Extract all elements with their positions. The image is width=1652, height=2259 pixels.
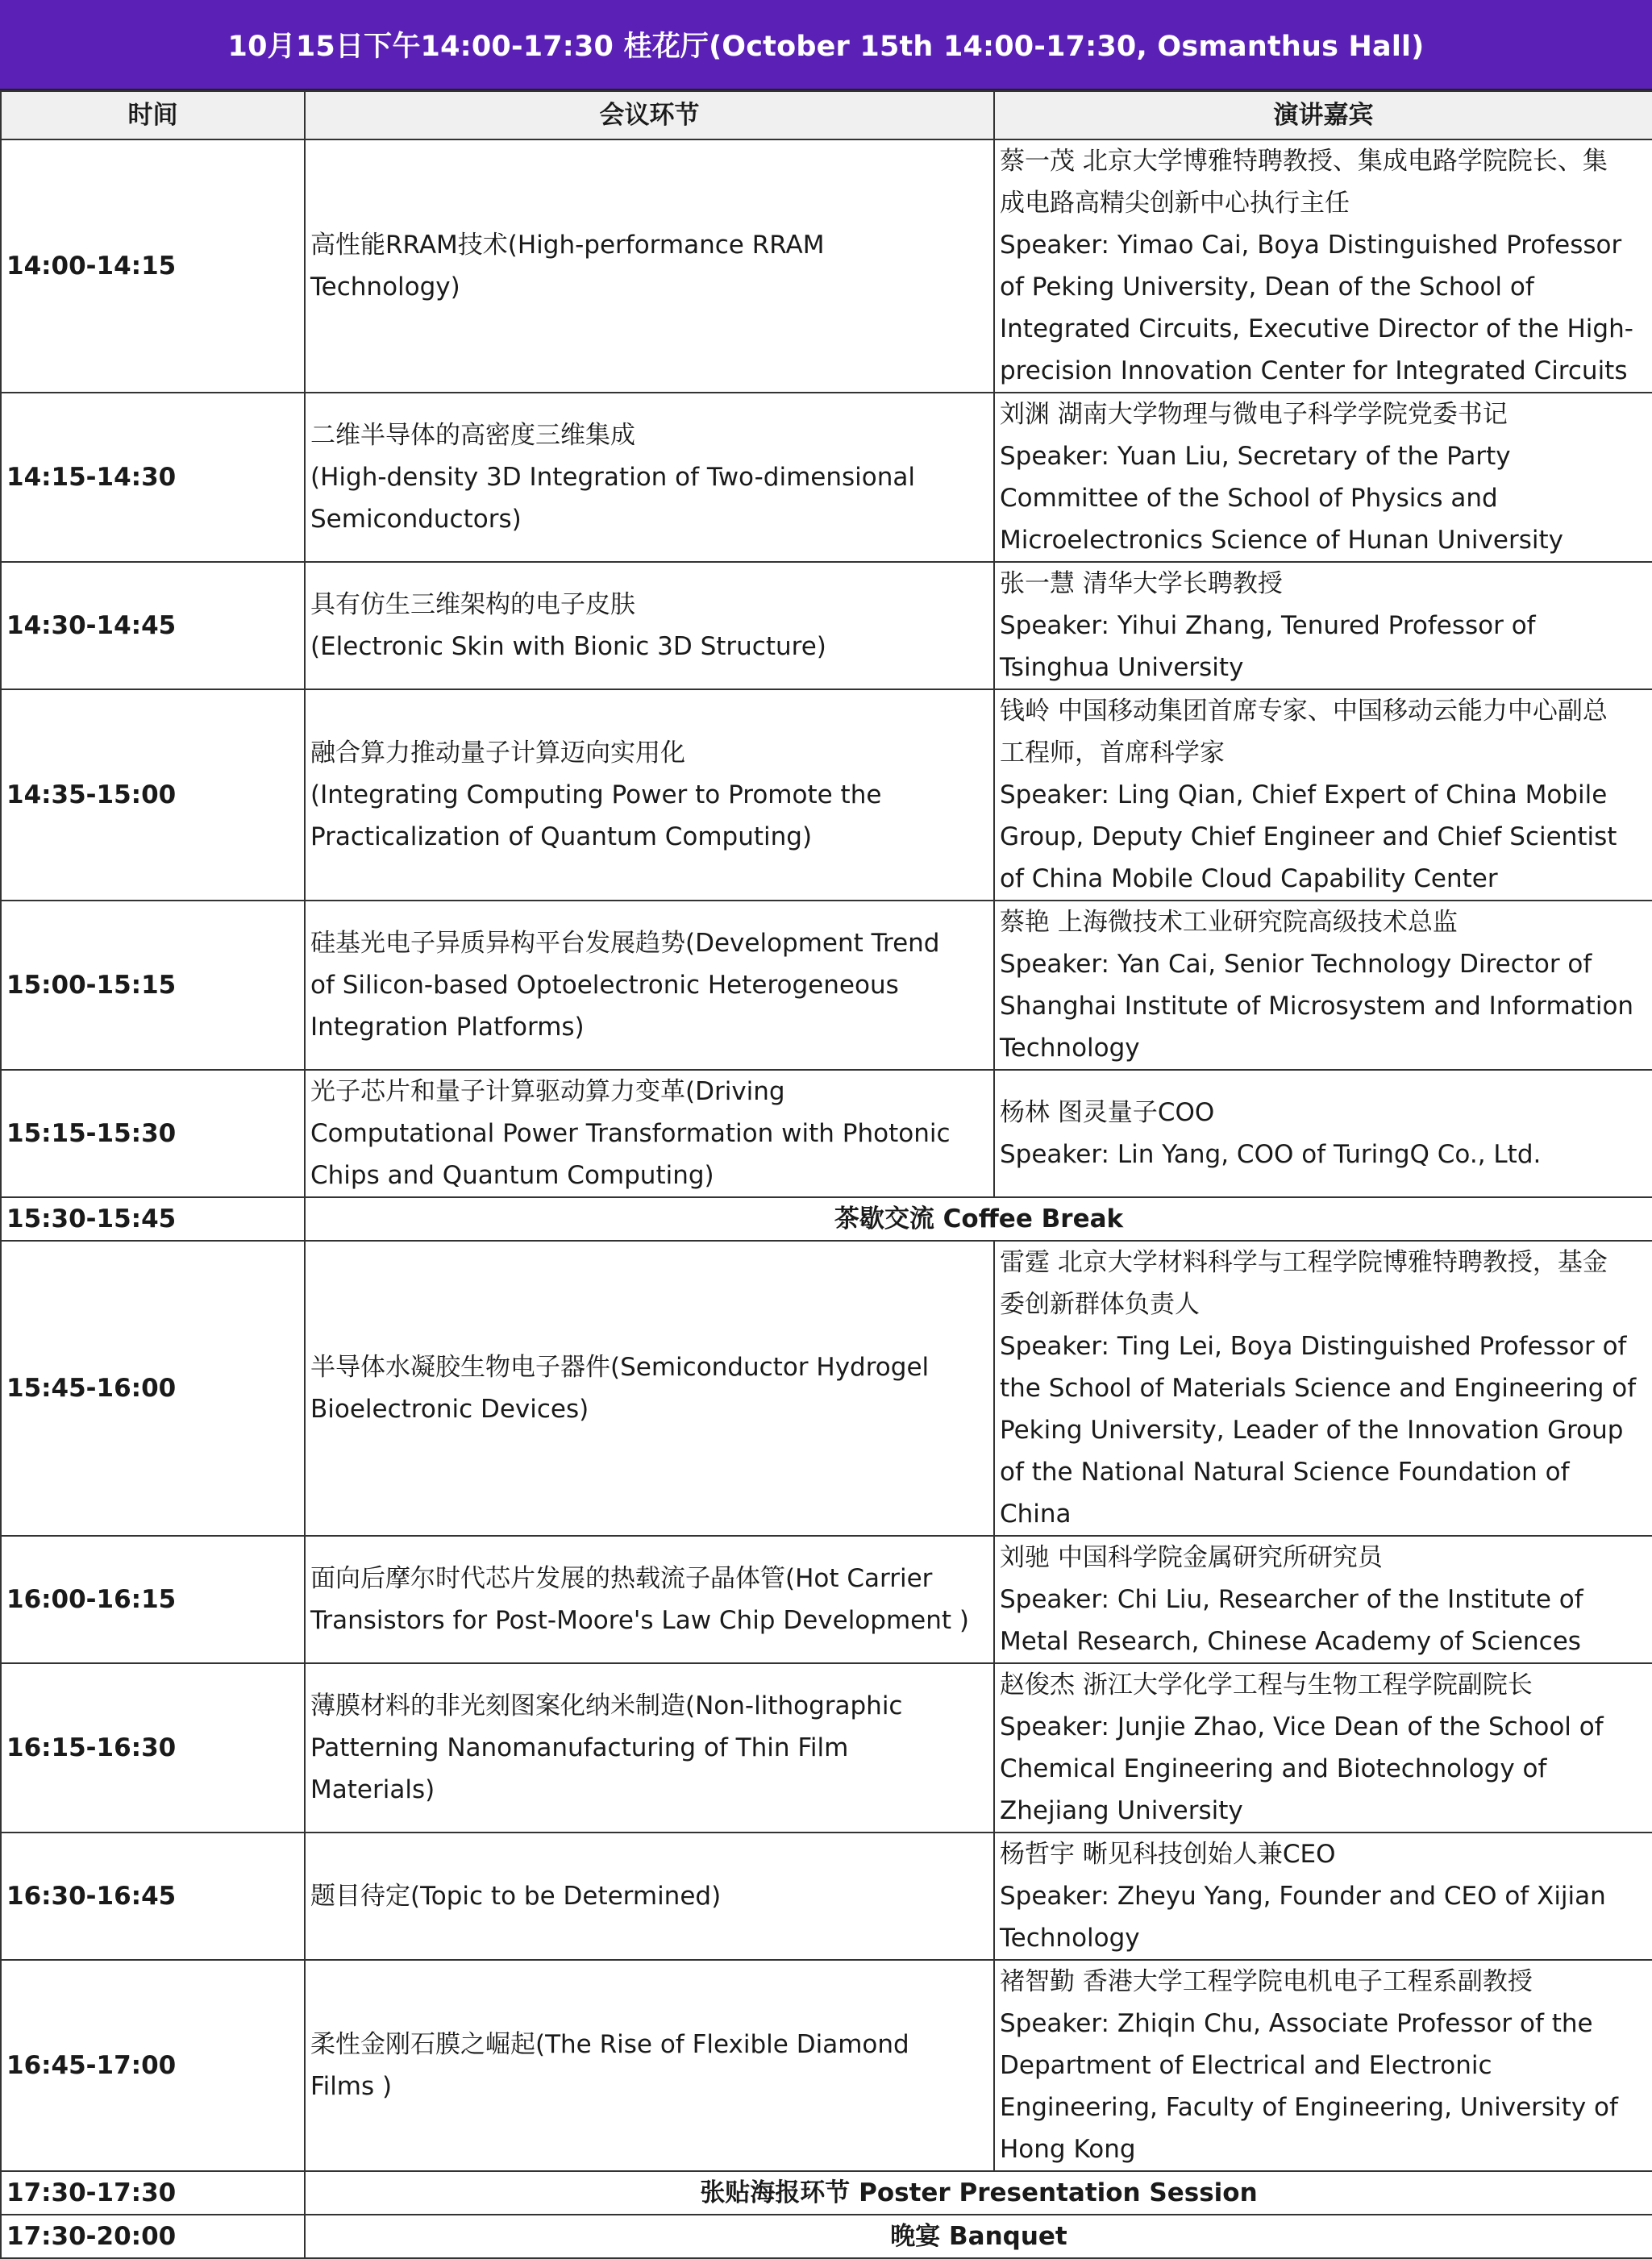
- agenda-row: [1, 393, 1652, 562]
- agenda-body: [1, 139, 1652, 2258]
- speaker-line: 褚智勤 香港大学工程学院电机电子工程系副教授: [1000, 1967, 1533, 1996]
- topic-line: (High-density 3D Integration of Two-dimensional: [310, 463, 915, 492]
- agenda-row: [1, 1960, 1652, 2171]
- speaker-line: Speaker: Junjie Zhao, Vice Dean of the School of: [1000, 1712, 1604, 1741]
- speaker-line: 蔡艳 上海微技术工业研究院高级技术总监: [1000, 908, 1458, 937]
- topic-line: 面向后摩尔时代芯片发展的热载流子晶体管(Hot Carrier: [310, 1564, 933, 1593]
- time-cell: 14:35-15:00: [1, 689, 305, 901]
- speaker-line: Integrated Circuits, Executive Director of the High-: [1000, 314, 1633, 343]
- topic-cell: [305, 1833, 994, 1960]
- agenda-row: [1, 562, 1652, 689]
- agenda-row: [1, 1833, 1652, 1960]
- speaker-line: Speaker: Lin Yang, COO of TuringQ Co., Ltd.: [1000, 1140, 1542, 1169]
- speaker-line: 钱岭 中国移动集团首席专家、中国移动云能力中心副总: [1000, 697, 1608, 726]
- time-cell: 15:45-16:00: [1, 1241, 305, 1536]
- speaker-cell: [994, 393, 1652, 562]
- break-row: [1, 2215, 1652, 2258]
- topic-cell: [305, 1241, 994, 1536]
- speaker-cell: [994, 1070, 1652, 1197]
- time-cell: 14:30-14:45: [1, 562, 305, 689]
- topic-line: 二维半导体的高密度三维集成: [310, 421, 635, 450]
- topic-line: (Integrating Computing Power to Promote the: [310, 780, 882, 809]
- time-cell: 16:00-16:15: [1, 1536, 305, 1663]
- time-cell: 14:00-14:15: [1, 139, 305, 393]
- topic-cell: [305, 689, 994, 901]
- speaker-cell: [994, 1536, 1652, 1663]
- header-row: [1, 91, 1652, 139]
- speaker-cell: [994, 689, 1652, 901]
- speaker-cell: [994, 1960, 1652, 2171]
- agenda-row: [1, 901, 1652, 1070]
- topic-line: 题目待定(Topic to be Determined): [310, 1882, 722, 1911]
- speaker-line: 刘渊 湖南大学物理与微电子科学学院党委书记: [1000, 400, 1508, 429]
- topic-cell: [305, 1070, 994, 1197]
- break-cell: 晚宴 Banquet: [305, 2215, 1652, 2258]
- topic-line: of Silicon-based Optoelectronic Heterogeneous: [310, 971, 899, 1000]
- topic-line: 硅基光电子异质异构平台发展趋势(Development Trend: [310, 929, 940, 958]
- speaker-line: 张一慧 清华大学长聘教授: [1000, 569, 1283, 598]
- speaker-line: Microelectronics Science of Hunan University: [1000, 526, 1563, 555]
- topic-line: 融合算力推动量子计算迈向实用化: [310, 738, 685, 768]
- topic-line: Materials): [310, 1775, 435, 1804]
- topic-line: (Electronic Skin with Bionic 3D Structure): [310, 632, 826, 661]
- speaker-line: 杨哲宇 晰见科技创始人兼CEO: [1000, 1840, 1336, 1869]
- speaker-cell: [994, 1241, 1652, 1536]
- topic-cell: [305, 139, 994, 393]
- speaker-line: the School of Materials Science and Engineering of: [1000, 1374, 1637, 1403]
- speaker-line: of China Mobile Cloud Capability Center: [1000, 864, 1498, 893]
- speaker-line: Peking University, Leader of the Innovation Group: [1000, 1416, 1624, 1445]
- time-cell: 16:30-16:45: [1, 1833, 305, 1960]
- topic-line: Chips and Quantum Computing): [310, 1161, 714, 1190]
- topic-line: 光子芯片和量子计算驱动算力变革(Driving: [310, 1077, 785, 1106]
- header-time: 时间: [1, 91, 305, 139]
- agenda-row: [1, 139, 1652, 393]
- time-cell: 17:30-17:30: [1, 2171, 305, 2215]
- speaker-line: 赵俊杰 浙江大学化学工程与生物工程学院副院长: [1000, 1670, 1533, 1699]
- speaker-line: Tsinghua University: [1000, 653, 1244, 682]
- agenda-row: [1, 1241, 1652, 1536]
- time-cell: 16:15-16:30: [1, 1663, 305, 1833]
- header-speaker: 演讲嘉宾: [994, 91, 1652, 139]
- break-cell: 张贴海报环节 Poster Presentation Session: [305, 2171, 1652, 2215]
- session-title: 10月15日下午14:00-17:30 桂花厅(October 15th 14:00-17:30, Osmanthus Hall): [0, 0, 1652, 90]
- time-cell: 16:45-17:00: [1, 1960, 305, 2171]
- speaker-line: Speaker: Chi Liu, Researcher of the Institute of: [1000, 1585, 1583, 1614]
- speaker-line: Speaker: Zhiqin Chu, Associate Professor of the: [1000, 2009, 1593, 2038]
- speaker-line: 工程师，首席科学家: [1000, 738, 1225, 768]
- speaker-line: Technology: [1000, 1034, 1140, 1063]
- topic-line: 柔性金刚石膜之崛起(The Rise of Flexible Diamond: [310, 2030, 909, 2059]
- time-cell: 14:15-14:30: [1, 393, 305, 562]
- topic-line: 薄膜材料的非光刻图案化纳米制造(Non-lithographic: [310, 1691, 903, 1720]
- topic-cell: [305, 393, 994, 562]
- speaker-line: 蔡一茂 北京大学博雅特聘教授、集成电路学院院长、集: [1000, 147, 1608, 176]
- topic-line: 高性能RRAM技术(High-performance RRAM: [310, 231, 825, 260]
- topic-line: Technology): [310, 272, 460, 302]
- agenda-row: [1, 689, 1652, 901]
- speaker-line: of Peking University, Dean of the School of: [1000, 272, 1534, 302]
- speaker-line: Speaker: Ling Qian, Chief Expert of China Mobile: [1000, 780, 1608, 809]
- speaker-line: 成电路高精尖创新中心执行主任: [1000, 189, 1350, 218]
- topic-line: Transistors for Post-Moore's Law Chip Development ): [310, 1606, 969, 1635]
- speaker-line: Hong Kong: [1000, 2135, 1136, 2164]
- speaker-line: Group, Deputy Chief Engineer and Chief Scientist: [1000, 822, 1617, 851]
- speaker-line: Zhejiang University: [1000, 1796, 1243, 1825]
- time-cell: 15:15-15:30: [1, 1070, 305, 1197]
- speaker-line: Chemical Engineering and Biotechnology of: [1000, 1754, 1547, 1783]
- topic-line: Semiconductors): [310, 505, 522, 534]
- topic-line: Integration Platforms): [310, 1013, 585, 1042]
- topic-cell: [305, 1960, 994, 2171]
- topic-line: Bioelectronic Devices): [310, 1395, 589, 1424]
- speaker-line: Speaker: Ting Lei, Boya Distinguished Professor of: [1000, 1332, 1627, 1361]
- break-row: [1, 2171, 1652, 2215]
- speaker-line: Department of Electrical and Electronic: [1000, 2051, 1492, 2080]
- speaker-cell: [994, 1663, 1652, 1833]
- time-cell: 15:30-15:45: [1, 1197, 305, 1241]
- speaker-cell: [994, 139, 1652, 393]
- speaker-line: Speaker: Yan Cai, Senior Technology Director of: [1000, 950, 1592, 979]
- speaker-cell: [994, 901, 1652, 1070]
- speaker-line: Speaker: Yuan Liu, Secretary of the Party: [1000, 442, 1511, 471]
- speaker-line: 杨林 图灵量子COO: [1000, 1098, 1215, 1127]
- speaker-line: 委创新群体负责人: [1000, 1290, 1200, 1319]
- time-cell: 15:00-15:15: [1, 901, 305, 1070]
- break-cell: 茶歇交流 Coffee Break: [305, 1197, 1652, 1241]
- topic-line: Patterning Nanomanufacturing of Thin Film: [310, 1733, 849, 1762]
- break-row: [1, 1197, 1652, 1241]
- topic-cell: [305, 1536, 994, 1663]
- speaker-line: precision Innovation Center for Integrated Circuits: [1000, 356, 1628, 385]
- speaker-line: Technology: [1000, 1924, 1140, 1953]
- speaker-cell: [994, 1833, 1652, 1960]
- topic-cell: [305, 901, 994, 1070]
- header-session: 会议环节: [305, 91, 994, 139]
- topic-line: 具有仿生三维架构的电子皮肤: [310, 590, 635, 619]
- agenda-table: [0, 90, 1652, 2259]
- speaker-line: Committee of the School of Physics and: [1000, 484, 1498, 513]
- speaker-line: 刘驰 中国科学院金属研究所研究员: [1000, 1543, 1383, 1572]
- speaker-line: 雷霆 北京大学材料科学与工程学院博雅特聘教授，基金: [1000, 1248, 1608, 1277]
- speaker-line: Metal Research, Chinese Academy of Sciences: [1000, 1627, 1581, 1656]
- topic-line: Computational Power Transformation with Photonic: [310, 1119, 951, 1148]
- speaker-cell: [994, 562, 1652, 689]
- speaker-line: Shanghai Institute of Microsystem and Information: [1000, 992, 1634, 1021]
- speaker-line: Speaker: Zheyu Yang, Founder and CEO of Xijian: [1000, 1882, 1606, 1911]
- topic-line: Practicalization of Quantum Computing): [310, 822, 813, 851]
- speaker-line: Speaker: Yimao Cai, Boya Distinguished Professor: [1000, 231, 1622, 260]
- agenda-row: [1, 1663, 1652, 1833]
- speaker-line: Speaker: Yihui Zhang, Tenured Professor of: [1000, 611, 1536, 640]
- time-cell: 17:30-20:00: [1, 2215, 305, 2258]
- topic-line: 半导体水凝胶生物电子器件(Semiconductor Hydrogel: [310, 1353, 930, 1382]
- topic-cell: [305, 1663, 994, 1833]
- speaker-line: Engineering, Faculty of Engineering, University of: [1000, 2093, 1618, 2122]
- topic-cell: [305, 562, 994, 689]
- agenda-row: [1, 1070, 1652, 1197]
- speaker-line: of the National Natural Science Foundation of: [1000, 1458, 1570, 1487]
- agenda-row: [1, 1536, 1652, 1663]
- speaker-line: China: [1000, 1500, 1072, 1529]
- topic-line: Films ): [310, 2072, 393, 2101]
